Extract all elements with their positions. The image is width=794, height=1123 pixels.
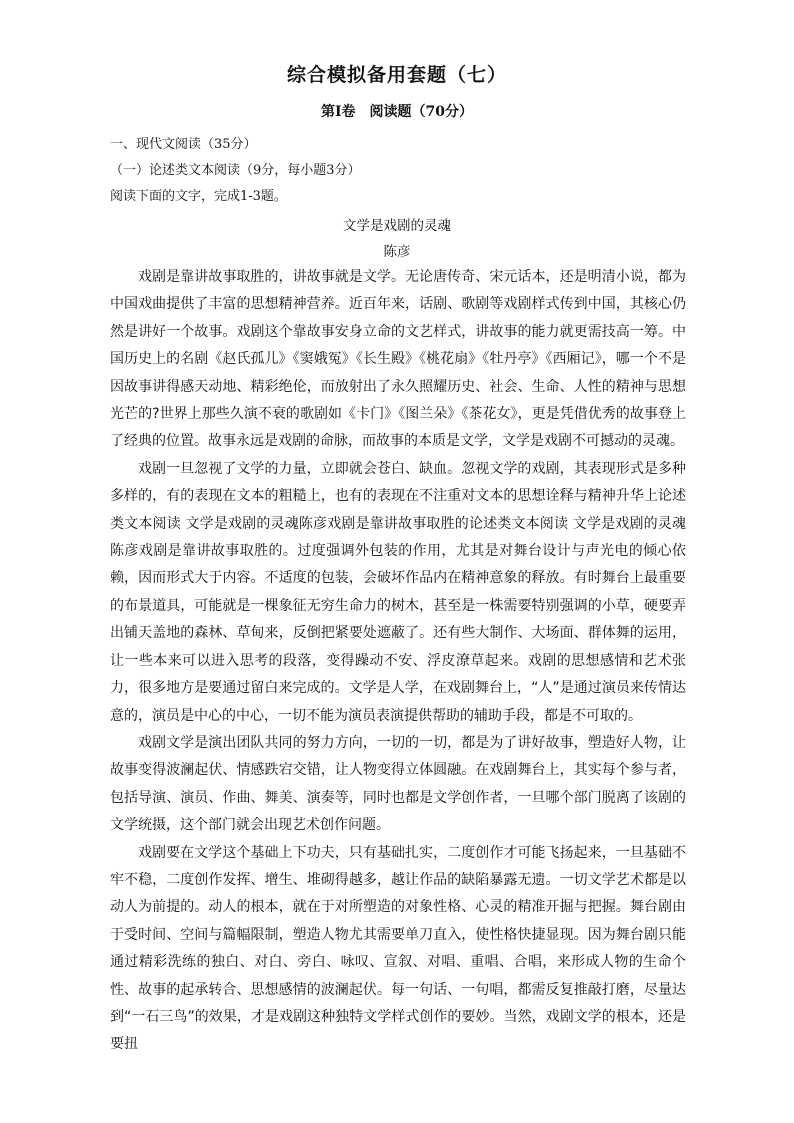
exam-title: 综合模拟备用套题（七） <box>286 64 507 86</box>
section-heading: 一、现代文阅读（35分） <box>110 137 257 152</box>
part-title: 第Ⅰ卷 阅读题（70分） <box>320 104 474 120</box>
article-paragraph: 戏剧是靠讲故事取胜的，讲故事就是文学。无论唐传奇、宋元话本，还是明清小说，都为中国戏曲提供了丰富的思想精神营养。近百年来，话剧、歌剧等戏剧样式传到中国，其核心仍然是讲好一个故事。戏剧这个靠故事安身立命的文艺样式，讲故事的能力就更需技高一筹。中国历史上的名剧《赵氏孤儿》《窦娥冤》《长生殿》《桃花扇》《牡丹亭》《西厢记》，哪一个不是因故事讲得感天动地、精彩绝伦，而放射出了永久照耀历史、社会、生命、人性的精神与思想光芒的?世界上那些久演不衰的歌剧如《卡门》《图兰朵》《茶花女》，更是凭借优秀的故事登上了经典的位置。故事永远是戏剧的命脉，而故事的本质是文学，文学是戏剧不可撼动的灵魂。 <box>110 269 686 450</box>
article-author: 陈彦 <box>383 244 411 260</box>
article-paragraph: 戏剧文学是演出团队共同的努力方向，一切的一切，都是为了讲好故事，塑造好人物，让故事变得波澜起伏、情感跌宕交错，让人物变得立体圆融。在戏剧舞台上，其实每个参与者，包括导演、演员、作曲、舞美、演奏等，同时也都是文学创作者，一旦哪个部门脱离了该剧的文学统摄，这个部门就会出现艺术创作问题。 <box>110 734 686 834</box>
article-title: 文学是戏剧的灵魂 <box>343 218 451 234</box>
subsection-heading: （一）论述类文本阅读（9分，每小题3分） <box>110 163 361 178</box>
article-paragraph: 戏剧一旦忽视了文学的力量，立即就会苍白、缺血。忽视文学的戏剧，其表现形式是多种多样的，有的表现在文本的粗糙上，也有的表现在不注重对文本的思想诠释与精神升华上论述类文本阅读 文学是戏剧的灵魂陈彦戏剧是靠讲故事取胜的论述类文本阅读 文学是戏剧的灵魂陈彦戏剧是靠讲故事取胜的。过度强调外包装的作用，尤其是对舞台设计与声光电的倾心依赖，因而形式大于内容。不适度的包装，会破坏作品内在精神意象的释放。有时舞台上最重要的布景道具，可能就是一棵象征无穷生命力的树木，甚至是一株需要特别强调的小草，硬要弄出铺天盖地的森林、草甸来，反倒把紧要处遮蔽了。还有些大制作、大场面、群体舞的运用，让一些本来可以进入思考的段落，变得躁动不安、浮皮潦草起来。戏剧的思想感情和艺术张力，很多地方是要通过留白来完成的。文学是人学，在戏剧舞台上，“人”是通过演员来传情达意的，演员是中心的中心，一切不能为演员表演提供帮助的辅助手段，都是不可取的。 <box>110 460 686 724</box>
reading-instruction: 阅读下面的文字，完成1-3题。 <box>110 189 287 204</box>
article-paragraph: 戏剧要在文学这个基础上下功夫，只有基础扎实，二度创作才可能飞扬起来，一旦基础不牢不稳，二度创作发挥、增生、堆砌得越多，越让作品的缺陷暴露无遗。一切文学艺术都是以动人为前提的。动人的根本，就在于对所塑造的对象性格、心灵的精准开掘与把握。舞台剧由于受时间、空间与篇幅限制，塑造人物尤其需要单刀直入，使性格快捷显现。因为舞台剧只能通过精彩洗练的独白、对白、旁白、咏叹、宣叙、对唱、重唱、合唱，来形成人物的生命个性、故事的起承转合、思想感情的波澜起伏。每一句话、一句唱，都需反复推敲打磨，尽量达到“一石三鸟”的效果，才是戏剧这种独特文学样式创作的要妙。当然，戏剧文学的根本，还是要扭 <box>110 844 686 1053</box>
article-body <box>110 264 686 1059</box>
